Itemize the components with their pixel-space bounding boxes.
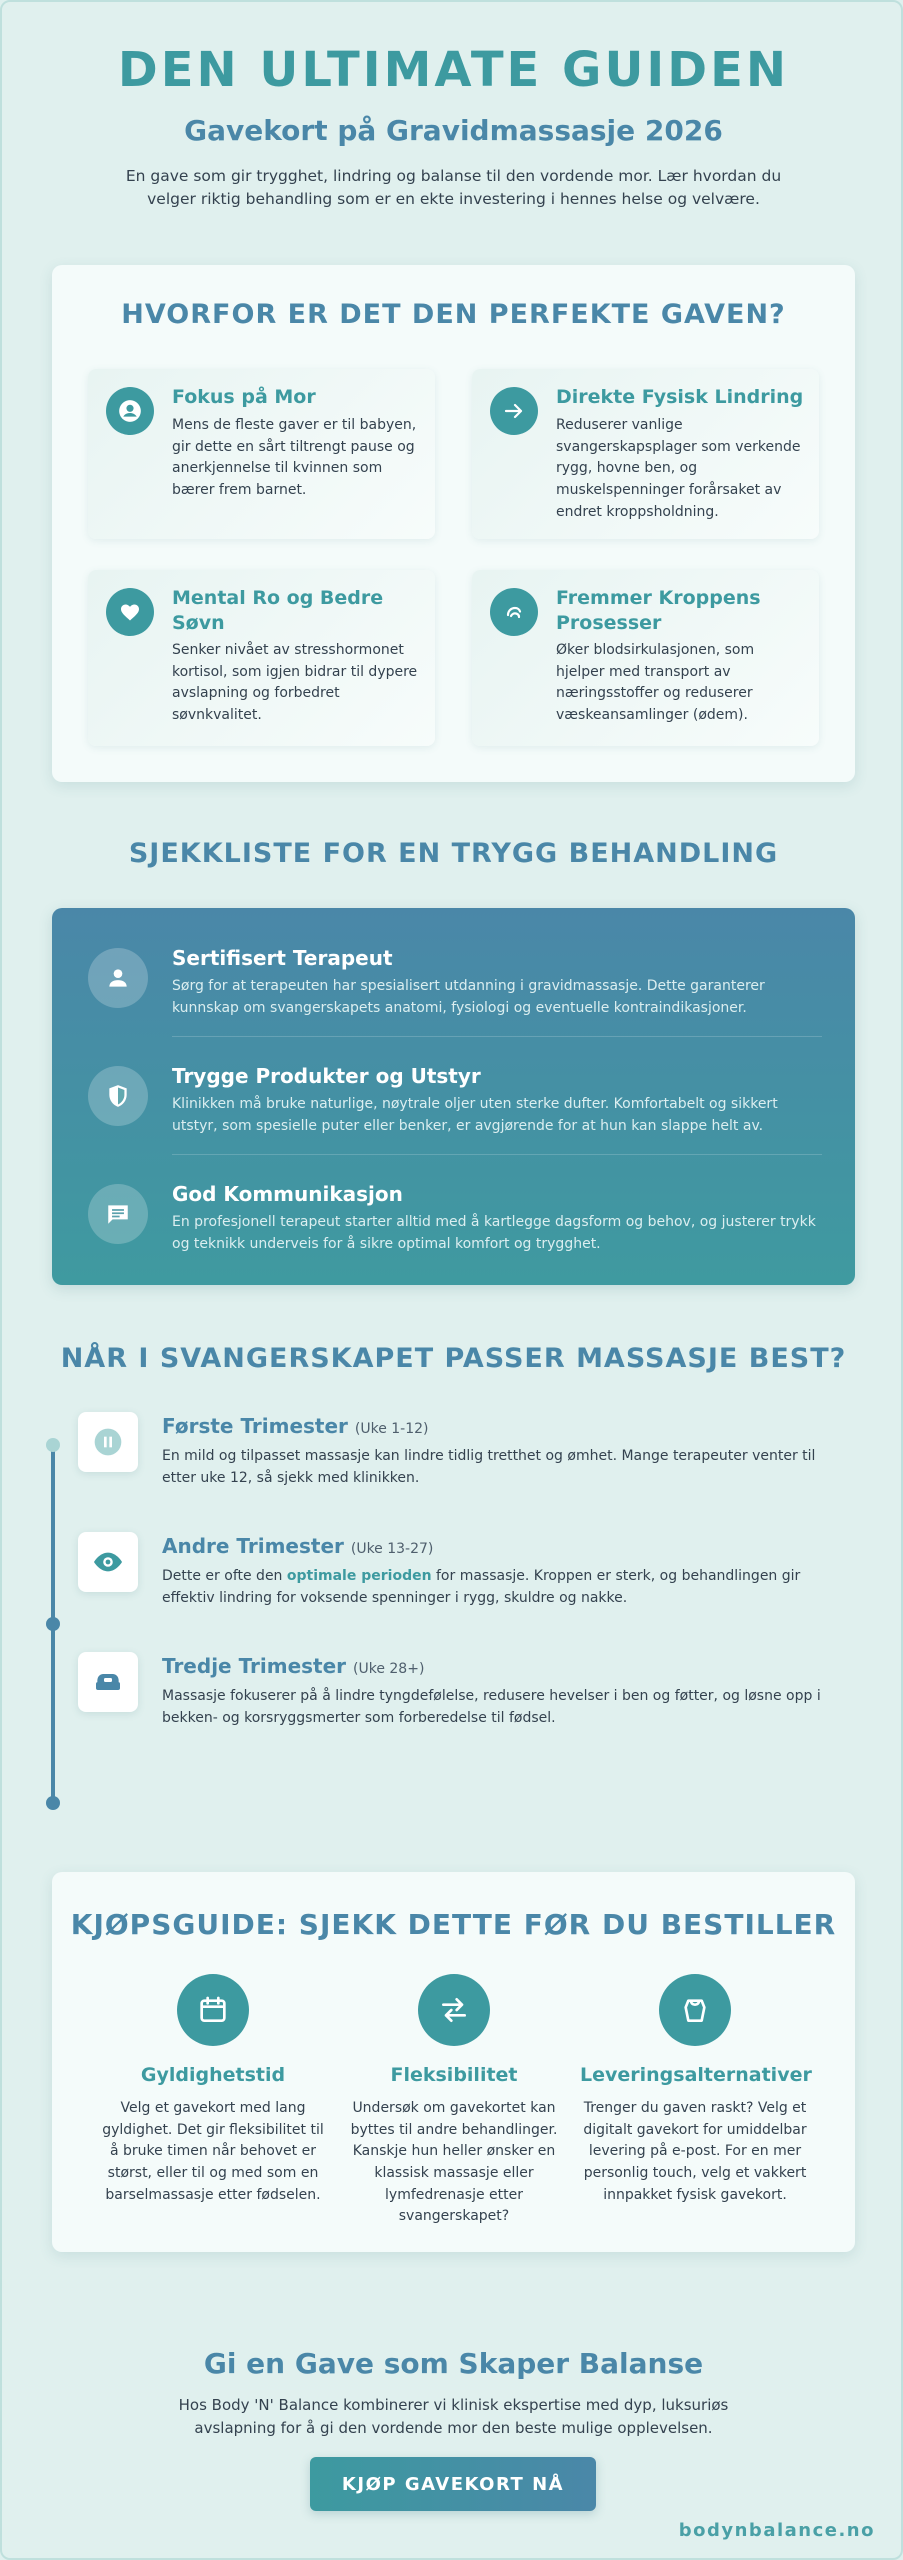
checklist-item-communication <box>52 1144 855 1262</box>
calendar-icon <box>177 1974 249 2046</box>
why-item-text: Øker blodsirkulasjonen, som hjelper med transport av næringsstoffer og reduserer væskeansamlinger (ødem). <box>556 642 755 724</box>
timeline-item-weeks: (Uke 13-27) <box>350 1541 434 1557</box>
guide-item-title: Gyldighetstid <box>140 2064 286 2086</box>
timeline-item-title: Andre Trimester (Uke 13-27) <box>162 1534 434 1558</box>
why-item-text: Senker nivået av stresshormonet kortisol, som igjen bidrar til dypere avslapning og forbedret søvnkvalitet. <box>172 642 418 724</box>
person-icon <box>88 948 148 1008</box>
chat-icon <box>88 1184 148 1244</box>
gift-bag-icon <box>659 1974 731 2046</box>
why-item-title: Fokus på Mor <box>172 386 316 408</box>
checklist-item-title: God Kommunikasjon <box>172 1182 403 1206</box>
cta-section <box>2 2347 903 2439</box>
checklist-item-products <box>52 1026 855 1144</box>
timeline-title: NÅR I SVANGERSKAPET PASSER MASSASJE BEST? <box>60 1343 847 1374</box>
checklist-title: SJEKKLISTE FOR EN TRYGG BEHANDLING <box>128 838 779 869</box>
checklist-item-title: Trygge Produkter og Utstyr <box>172 1064 481 1088</box>
page-subtitle: Gavekort på Gravidmassasje 2026 <box>184 114 723 147</box>
why-item-text: Mens de fleste gaver er til babyen, gir dette en sårt tiltrengt pause og anerkjennelse til kvinnen som bærer frem barnet. <box>172 417 417 499</box>
timeline-dot <box>46 1438 60 1452</box>
timeline-dot <box>46 1796 60 1810</box>
timeline-item-text: Dette er ofte den optimale perioden for massasje. Kroppen er sterk, og behandlingen gir effektiv lindring for voksende spenninger i rygg, skuldre og nakke. <box>162 1568 801 1606</box>
why-item-relief <box>472 369 819 539</box>
timeline-dot <box>46 1617 60 1631</box>
buy-gift-card-button[interactable]: KJØP GAVEKORT NÅ <box>310 2457 596 2511</box>
timeline-item-weeks: (Uke 1-12) <box>354 1421 429 1437</box>
timeline-item-title: Første Trimester (Uke 1-12) <box>162 1414 429 1438</box>
why-item-title: Mental Ro og Bedre Søvn <box>172 587 384 634</box>
footer-url[interactable]: bodynbalance.no <box>678 2520 875 2541</box>
guide-item-text: Undersøk om gavekortet kan byttes til andre behandlinger. Kanskje hun heller ønsker en klassisk massasje eller lymfedrenasje etter svangerskapet? <box>350 2100 558 2225</box>
page-title: DEN ULTIMATE GUIDEN <box>117 42 790 98</box>
checklist-item-title: Sertifisert Terapeut <box>172 946 393 970</box>
checklist-item-certified <box>52 908 855 1026</box>
checklist-item-text: En profesjonell terapeut starter alltid med å kartlegge dagsform og behov, og justerer trykk og teknikk underveis for å sikre optimal komfort og trygghet. <box>172 1214 816 1252</box>
header <box>2 42 903 212</box>
why-section <box>52 265 855 782</box>
guide-item-flexibility <box>339 1974 569 2228</box>
timeline-item-first <box>78 1412 858 1512</box>
user-circle-icon <box>106 387 154 435</box>
guide-item-title: Leveringsalternativer <box>580 2064 812 2086</box>
buying-guide <box>52 1872 855 2252</box>
timeline-item-weeks: (Uke 28+) <box>353 1661 425 1677</box>
guide-title: KJØPSGUIDE: SJEKK DETTE FØR DU BESTILLER <box>70 1908 837 1941</box>
pause-icon <box>78 1412 138 1472</box>
heart-icon <box>106 588 154 636</box>
checklist-item-text: Sørg for at terapeuten har spesialisert utdanning i gravidmassasje. Dette garanterer kunnskap om svangerskapets anatomi, fysiologi og eventuelle kontraindikasjoner. <box>172 978 765 1016</box>
guide-item-text: Trenger du gaven raskt? Velg et digitalt gavekort for umiddelbar levering på e-post. For en mer personlig touch, velg et vakkert innpakket fysisk gavekort. <box>583 2100 807 2203</box>
checklist-item-text: Klinikken må bruke naturlige, nøytrale oljer uten sterke dufter. Komfortabelt og sikkert utstyr, som spesielle puter eller benker, er avgjørende for at hun kan slappe helt av. <box>172 1096 778 1134</box>
guide-item-validity <box>98 1974 328 2206</box>
guide-item-title: Fleksibilitet <box>390 2064 518 2086</box>
timeline-item-text: Massasje fokuserer på å lindre tyngdefølelse, redusere hevelser i ben og føtter, og løsne opp i bekken- og korsryggsmerter som forberedelse til fødsel. <box>162 1688 821 1726</box>
why-item-focus <box>88 369 435 539</box>
eye-icon <box>78 1532 138 1592</box>
guide-item-delivery <box>580 1974 810 2206</box>
guide-item-text: Velg et gavekort med lang gyldighet. Det gir fleksibilitet til å bruke timen når behovet er størst, eller til og med som en barselmassasje etter fødselen. <box>102 2100 324 2203</box>
why-item-title: Direkte Fysisk Lindring <box>556 386 804 408</box>
shield-icon <box>88 1066 148 1126</box>
highlight-text: optimale perioden <box>286 1568 432 1584</box>
why-item-processes <box>472 570 819 746</box>
timeline-item-third <box>78 1652 858 1752</box>
intro-text: En gave som gir trygghet, lindring og balanse til den vordende mor. Lær hvordan du velger riktig behandling som er en ekte investering i hennes helse og velvære. <box>125 167 782 209</box>
timeline-item-title: Tredje Trimester (Uke 28+) <box>162 1654 425 1678</box>
checklist-panel <box>52 908 855 1285</box>
bed-icon <box>78 1652 138 1712</box>
timeline-item-second <box>78 1532 858 1632</box>
flow-icon <box>490 588 538 636</box>
cta-title: Gi en Gave som Skaper Balanse <box>203 2347 704 2380</box>
why-item-text: Reduserer vanlige svangerskapsplager som verkende rygg, hovne ben, og muskelspenninger forårsaket av endret kroppsholdning. <box>556 417 801 520</box>
why-title: HVORFOR ER DET DEN PERFEKTE GAVEN? <box>121 299 786 330</box>
why-item-title: Fremmer Kroppens Prosesser <box>556 587 761 634</box>
why-item-calm <box>88 570 435 746</box>
swap-icon <box>418 1974 490 2046</box>
cta-text: Hos Body 'N' Balance kombinerer vi klinisk ekspertise med dyp, luksuriøs avslapning for å gi den vordende mor den beste mulige opplevelsen. <box>178 2396 729 2437</box>
arrow-right-icon <box>490 387 538 435</box>
timeline-item-text: En mild og tilpasset massasje kan lindre tidlig tretthet og ømhet. Mange terapeuter venter til etter uke 12, så sjekk med klinikken. <box>162 1448 816 1486</box>
